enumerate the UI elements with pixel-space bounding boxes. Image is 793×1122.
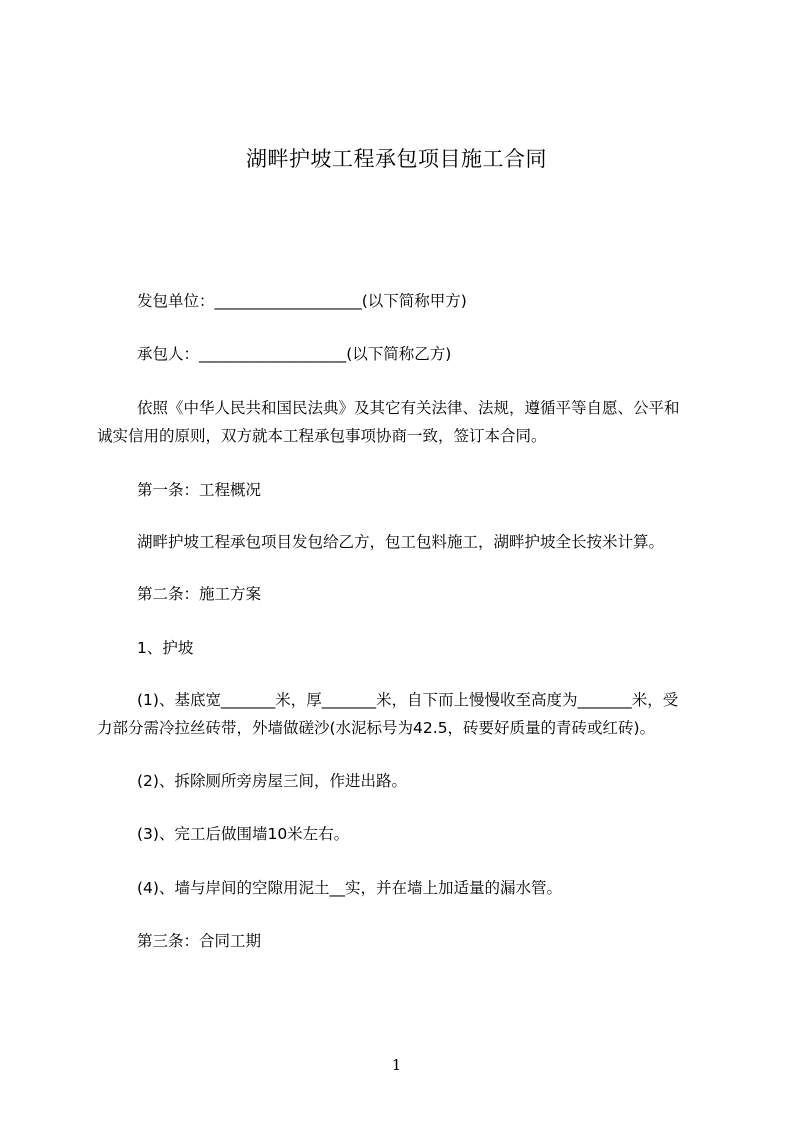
sub-item-1-line-1: (1)、基底宽_______米，厚_______米，自下而上慢慢收至高度为_______米，受 [137, 691, 679, 709]
article-1-heading: 第一条：工程概况 [137, 481, 262, 499]
sub-item-4: (4)、墙与岸间的空隙用泥土__实，并在墙上加适量的漏水管。 [137, 879, 562, 897]
document-title: 湖畔护坡工程承包项目施工合同 [246, 147, 547, 171]
sub-item-1-line-2: 力部分需冷拉丝砖带，外墙做磋沙(水泥标号为42.5，砖要好质量的青砖或红砖)。 [97, 719, 656, 737]
sub-item-2: (2)、拆除厕所旁房屋三间，作进出路。 [137, 772, 407, 790]
item-1-heading: 1、护坡 [137, 639, 194, 657]
article-2-heading: 第二条：施工方案 [137, 585, 262, 603]
employer-line: 发包单位：___________________(以下简称甲方) [137, 292, 467, 310]
preamble-line-2: 诚实信用的原则，双方就本工程承包事项协商一致，签订本合同。 [97, 427, 547, 445]
page-number: 1 [391, 1056, 402, 1074]
sub-item-3: (3)、完工后做围墙10米左右。 [137, 825, 350, 843]
article-3-heading: 第三条：合同工期 [137, 932, 262, 950]
preamble-line-1: 依照《中华人民共和国民法典》及其它有关法律、法规，遵循平等自愿、公平和 [137, 399, 680, 417]
contractor-line: 承包人：___________________(以下简称乙方) [137, 345, 452, 363]
article-1-body: 湖畔护坡工程承包项目发包给乙方，包工包料施工，湖畔护坡全长按米计算。 [137, 533, 665, 551]
